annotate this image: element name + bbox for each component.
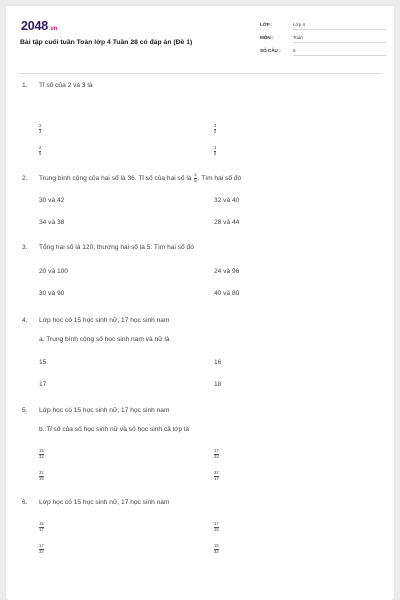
question-text [22, 82, 93, 89]
question-number: 3. [22, 244, 28, 251]
worksheet-page [6, 6, 394, 600]
option-denominator: 32 [214, 548, 219, 554]
meta-value-class: Lớp 4 [293, 22, 386, 30]
option-numerator: 17 [214, 521, 219, 526]
option-d[interactable]: 18 [214, 381, 222, 388]
option-numerator: 3 [214, 145, 217, 150]
option-c[interactable]: 30 và 90 [39, 290, 65, 297]
question-number: 4. [22, 317, 28, 324]
question-prompt-before: Trung bình cộng của hai số là 36. Tỉ số của hai số là [39, 174, 192, 182]
question-1 [22, 82, 362, 162]
option-denominator: 32 [214, 453, 219, 459]
option-d[interactable]: 40 và 80 [214, 290, 240, 297]
meta-label-question-count: SỐ CÂU : [260, 48, 281, 53]
meta-row-subject [260, 35, 386, 48]
option-denominator: 17 [39, 526, 44, 532]
option-numerator: 15 [214, 543, 219, 548]
question-6 [22, 499, 362, 567]
question-prompt: Tổng hai số là 120, thương hai số là 5. Tìm hai số đó [39, 244, 194, 251]
question-text [22, 407, 169, 414]
option-denominator: 5 [214, 150, 217, 156]
question-text [22, 244, 194, 251]
worksheet-title: Bài tập cuối tuần Toán lớp 4 Tuần 28 có đáp án (Đề 1) [20, 39, 193, 46]
question-number: 6. [22, 499, 28, 506]
option-d[interactable] [214, 146, 216, 156]
option-denominator: 17 [214, 475, 219, 481]
option-numerator: 17 [214, 448, 219, 453]
question-2 [22, 173, 362, 233]
option-denominator: 32 [39, 453, 44, 459]
option-d[interactable] [214, 544, 219, 554]
question-subprompt: a. Trung bình cộng số học sinh nam và nữ là [39, 336, 170, 343]
option-numerator: 15 [39, 521, 44, 526]
worksheet-header [20, 17, 384, 75]
option-numerator: 3 [214, 123, 217, 128]
fraction-numerator: 4 [194, 172, 197, 177]
meta-value-question-count: 6 [293, 48, 386, 56]
meta-row-question-count [260, 48, 386, 61]
meta-value-subject: Toán [293, 35, 386, 43]
worksheet-meta [260, 22, 386, 61]
question-number: 1. [22, 82, 28, 89]
question-text [22, 317, 169, 324]
option-b[interactable]: 16 [214, 359, 222, 366]
question-prompt: Lớp học có 15 học sinh nữ, 17 học sinh nam [39, 407, 170, 414]
option-a[interactable]: 30 và 42 [39, 197, 65, 204]
option-b[interactable]: 32 và 40 [214, 197, 240, 204]
option-b[interactable]: 24 và 96 [214, 268, 240, 275]
meta-row-class [260, 22, 386, 35]
option-c[interactable] [39, 544, 44, 554]
option-c[interactable] [39, 146, 41, 156]
meta-label-subject: MÔN : [260, 35, 274, 40]
fraction-denominator: 5 [194, 177, 197, 183]
option-a[interactable]: 15 [39, 359, 47, 366]
site-logo[interactable] [21, 19, 57, 33]
question-prompt: Tỉ số của 2 và 3 là [39, 82, 93, 89]
question-text [22, 499, 169, 506]
question-subprompt: b. Tỉ số của số học sinh nữ và số học sinh cả lớp là [39, 426, 190, 433]
header-divider [18, 73, 382, 74]
question-5 [22, 407, 362, 487]
option-numerator: 2 [39, 123, 42, 128]
option-denominator: 2 [214, 128, 217, 134]
option-denominator: 5 [39, 150, 42, 156]
question-prompt-after: . Tìm hai số đó [197, 174, 242, 182]
option-numerator: 32 [39, 470, 44, 475]
option-denominator: 32 [39, 548, 44, 554]
logo-suffix-text: .vn [49, 26, 58, 32]
option-d[interactable] [214, 471, 219, 481]
option-numerator: 2 [39, 145, 42, 150]
option-c[interactable]: 34 và 38 [39, 219, 65, 226]
option-a[interactable] [39, 449, 44, 459]
option-a[interactable] [39, 124, 41, 134]
question-4 [22, 317, 362, 395]
question-number: 5. [22, 407, 28, 414]
option-b[interactable] [214, 449, 219, 459]
option-a[interactable] [39, 522, 44, 532]
option-denominator: 15 [214, 526, 219, 532]
option-b[interactable] [214, 124, 216, 134]
option-d[interactable]: 28 và 44 [214, 219, 240, 226]
option-numerator: 32 [214, 470, 219, 475]
option-c[interactable] [39, 471, 44, 481]
inline-fraction [194, 173, 196, 183]
option-b[interactable] [214, 522, 219, 532]
option-numerator: 15 [39, 448, 44, 453]
question-3 [22, 244, 362, 304]
logo-main-text: 2048 [21, 19, 49, 33]
meta-label-class: LỚP : [260, 22, 273, 27]
question-prompt: Lớp học có 15 học sinh nữ, 17 học sinh nam [39, 499, 170, 506]
option-denominator: 15 [39, 475, 44, 481]
option-numerator: 17 [39, 543, 44, 548]
question-prompt: Lớp học có 15 học sinh nữ, 17 học sinh nam [39, 317, 170, 324]
question-number: 2. [22, 174, 28, 182]
option-a[interactable]: 20 và 100 [39, 268, 68, 275]
question-text [22, 173, 241, 183]
option-denominator: 3 [39, 128, 42, 134]
option-c[interactable]: 17 [39, 381, 47, 388]
